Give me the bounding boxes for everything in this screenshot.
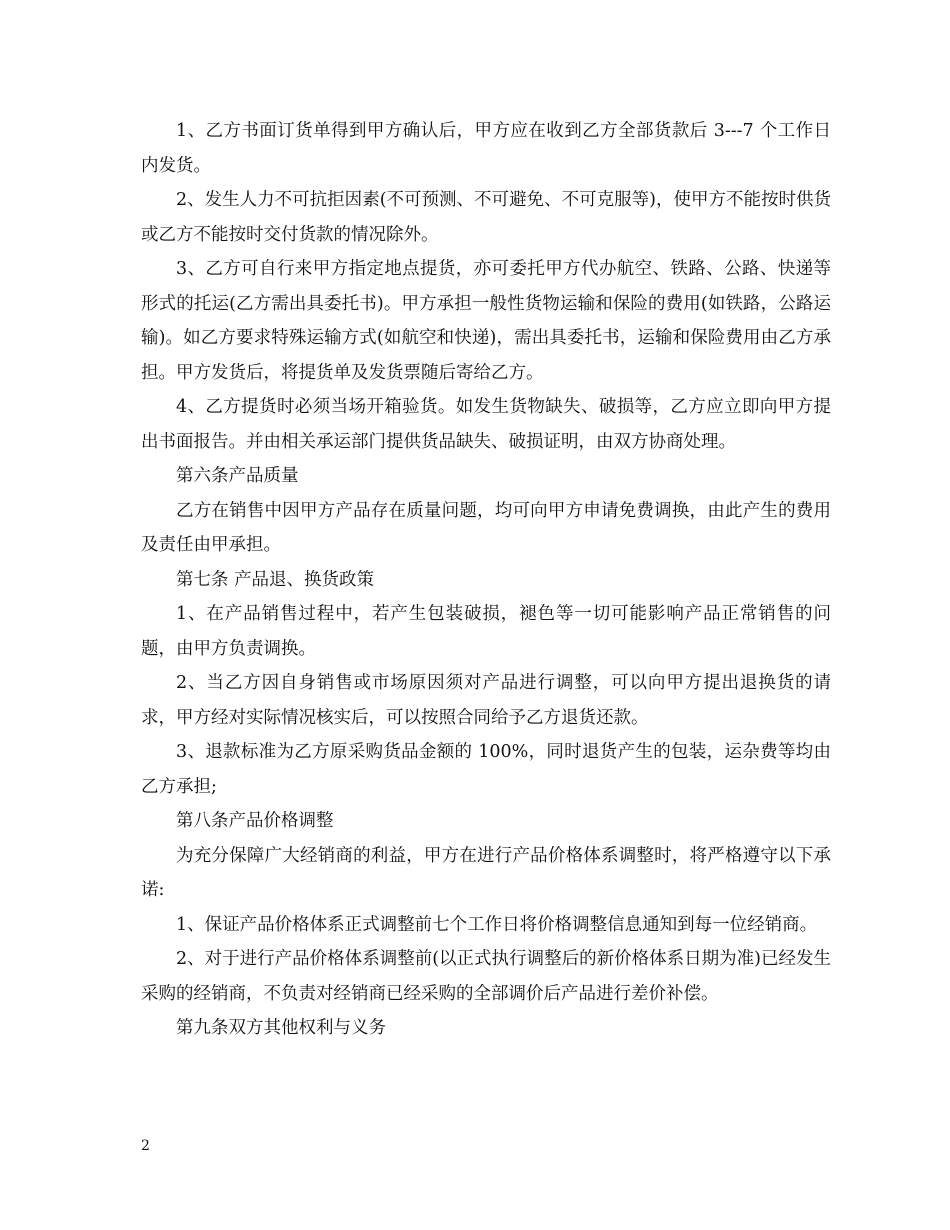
paragraph-shipping: 3、乙方可自行来甲方指定地点提货，亦可委托甲方代办航空、铁路、公路、快递等形式的托运(乙方需出具委托书)。甲方承担一般性货物运输和保险的费用(如铁路，公路运输)。如乙方要求特殊运输方式(如航空和快递)，需出具委托书，运输和保险费用由乙方承担。甲方发货后，将提货单及发货票随后寄给乙方。	[141, 259, 831, 383]
paragraph-returns-damage: 1、在产品销售过程中，若产生包装破损，褪色等一切可能影响产品正常销售的问题，由甲方负责调换。	[141, 604, 831, 659]
section-heading-rights: 第九条双方其他权利与义务	[176, 1018, 386, 1038]
section-heading-returns: 第七条 产品退、换货政策	[176, 569, 375, 590]
document-body	[141, 114, 831, 1046]
paragraph-returns-adjustment: 2、当乙方因自身销售或市场原因须对产品进行调整，可以向甲方提出退换货的请求，甲方经对实际情况核实后，可以按照合同给予乙方退货还款。	[141, 673, 831, 728]
paragraph-force-majeure: 2、发生人力不可抗拒因素(不可预测、不可避免、不可克服等)，使甲方不能按时供货或乙方不能按时交付货款的情况除外。	[141, 190, 831, 245]
paragraph-delivery-time: 1、乙方书面订货单得到甲方确认后，甲方应在收到乙方全部货款后 3---7 个工作日内发货。	[141, 121, 831, 176]
paragraph-price-intro: 为充分保障广大经销商的利益，甲方在进行产品价格体系调整时，将严格遵守以下承诺:	[141, 845, 831, 900]
section-heading-price: 第八条产品价格调整	[176, 811, 334, 831]
page-number: 2	[141, 1138, 150, 1154]
paragraph-inspection: 4、乙方提货时必须当场开箱验货。如发生货物缺失、破损等，乙方应立即向甲方提出书面报告。并由相关承运部门提供货品缺失、破损证明，由双方协商处理。	[141, 397, 831, 452]
section-heading-quality: 第六条产品质量	[176, 466, 299, 486]
paragraph-quality: 乙方在销售中因甲方产品存在质量问题，均可向甲方申请免费调换，由此产生的费用及责任由甲承担。	[141, 500, 831, 555]
paragraph-refund-standard: 3、退款标准为乙方原采购货品金额的 100%，同时退货产生的包装，运杂费等均由乙方承担;	[141, 742, 831, 797]
paragraph-price-notice: 1、保证产品价格体系正式调整前七个工作日将价格调整信息通知到每一位经销商。	[176, 914, 818, 935]
paragraph-price-compensation: 2、对于进行产品价格体系调整前(以正式执行调整后的新价格体系日期为准)已经发生采购的经销商，不负责对经销商已经采购的全部调价后产品进行差价补偿。	[141, 949, 831, 1004]
